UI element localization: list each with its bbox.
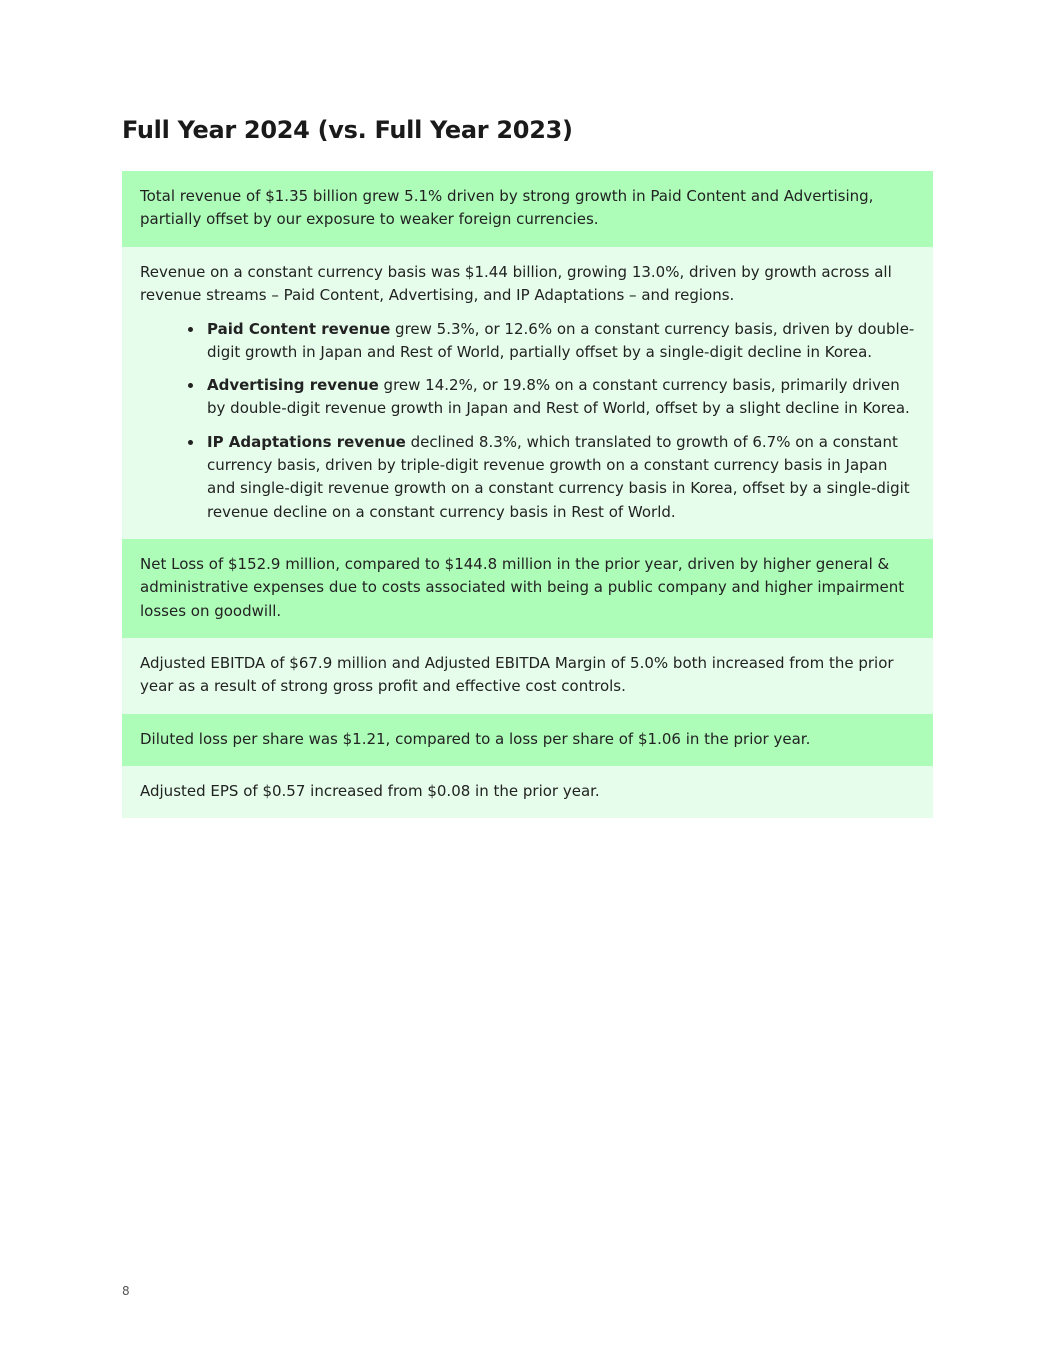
- list-item: [188, 374, 915, 421]
- diluted-loss-block: [122, 714, 933, 766]
- page-number: 8: [122, 1284, 130, 1298]
- bullet-label: Advertising revenue: [207, 376, 379, 395]
- bullet-text: declined 8.3%, which translated to growth of 6.7% on a constant currency basis, driven by triple-digit revenue growth on a constant currency basis in Japan and single-digit revenue growth on a constant currency basis in Korea, offset by a single-digit revenue decline on a constant currency basis in Rest of World.: [207, 432, 910, 521]
- adjusted-ebitda-block: [122, 638, 933, 714]
- bullet-label: IP Adaptations revenue: [207, 432, 406, 451]
- list-item: [188, 431, 915, 524]
- revenue-streams-list: [140, 318, 915, 524]
- total-revenue-text: Total revenue of $1.35 billion grew 5.1% driven by strong growth in Paid Content and Advertising, partially offset by our exposure to weaker foreign currencies.: [140, 187, 874, 229]
- net-loss-block: [122, 539, 933, 638]
- page-title: Full Year 2024 (vs. Full Year 2023): [122, 116, 573, 144]
- highlights-panel: [122, 171, 933, 818]
- bullet-icon: [188, 327, 193, 332]
- bullet-text: grew 14.2%, or 19.8% on a constant currency basis, primarily driven by double-digit revenue growth in Japan and Rest of World, offset by a slight decline in Korea.: [207, 376, 910, 418]
- bullet-label: Paid Content revenue: [207, 319, 391, 338]
- net-loss-text: Net Loss of $152.9 million, compared to $144.8 million in the prior year, driven by higher general & administrative expenses due to costs associated with being a public company and higher impairment losses on goodwill.: [140, 555, 905, 620]
- adjusted-eps-block: [122, 766, 933, 818]
- total-revenue-block: [122, 171, 933, 247]
- adjusted-eps-text: Adjusted EPS of $0.57 increased from $0.08 in the prior year.: [140, 782, 600, 800]
- diluted-loss-text: Diluted loss per share was $1.21, compared to a loss per share of $1.06 in the prior year.: [140, 730, 811, 748]
- bullet-icon: [188, 440, 193, 445]
- bullet-text: grew 5.3%, or 12.6% on a constant currency basis, driven by double-digit growth in Japan and Rest of World, partially offset by a single-digit decline in Korea.: [207, 319, 915, 361]
- constant-currency-block: [122, 247, 933, 539]
- adjusted-ebitda-text: Adjusted EBITDA of $67.9 million and Adjusted EBITDA Margin of 5.0% both increased from the prior year as a result of strong gross profit and effective cost controls.: [140, 654, 894, 696]
- constant-currency-text: Revenue on a constant currency basis was $1.44 billion, growing 13.0%, driven by growth across all revenue streams – Paid Content, Advertising, and IP Adaptations – and regions.: [140, 263, 892, 305]
- list-item: [188, 318, 915, 365]
- bullet-icon: [188, 383, 193, 388]
